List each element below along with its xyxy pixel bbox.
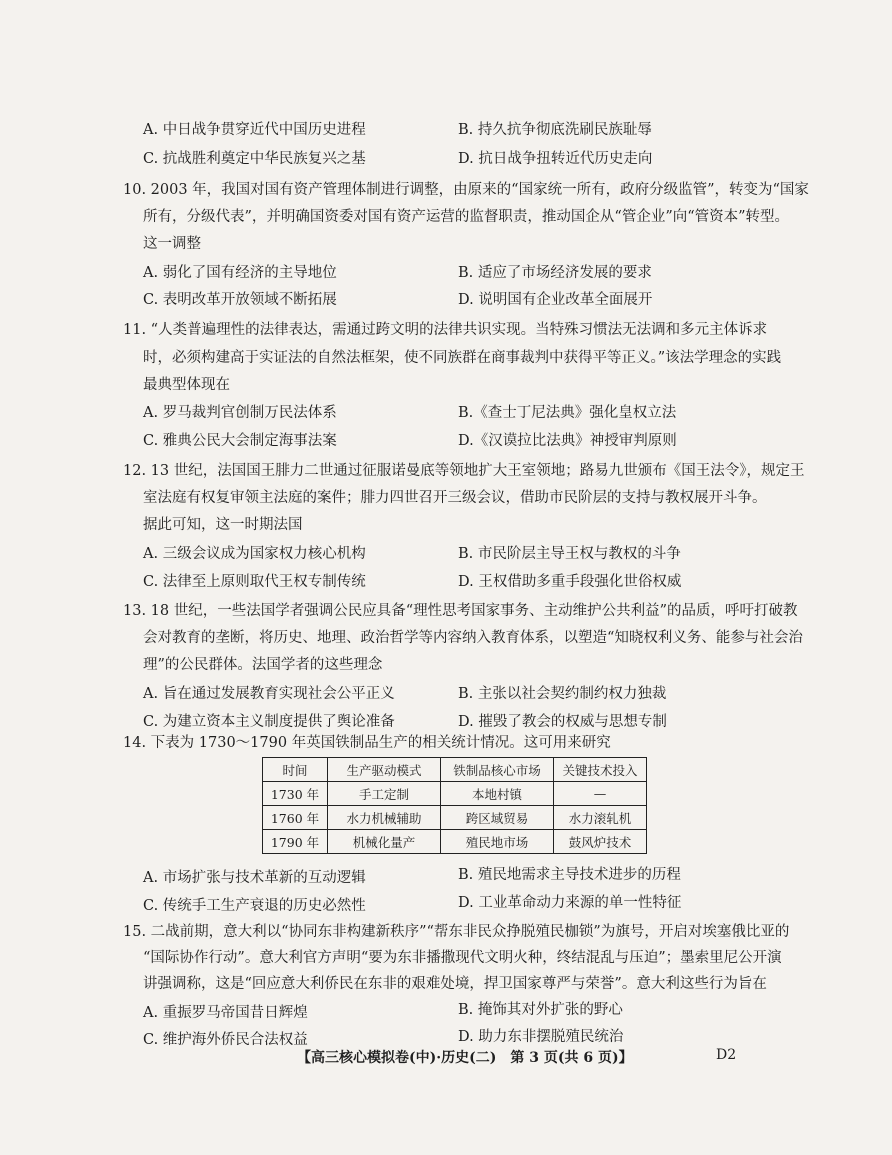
- q14-option-b: B. 殖民地需求主导技术进步的历程: [458, 867, 681, 883]
- table-cell: 殖民地市场: [441, 830, 554, 854]
- table-header-cell: 铁制品核心市场: [441, 758, 554, 782]
- q12-option-d: D. 王权借助多重手段强化世俗权威: [458, 574, 682, 590]
- q10-option-d: D. 说明国有企业改革全面展开: [458, 292, 653, 308]
- table-cell: 机械化量产: [328, 830, 441, 854]
- q13-stem-line-2: 会对教育的垄断，将历史、地理、政治哲学等内容纳入教育体系，以塑造“知晓权利义务、能参与社会治: [143, 630, 803, 646]
- q9-option-b: B. 持久抗争彻底洗刷民族耻辱: [458, 122, 652, 138]
- q10-option-b: B. 适应了市场经济发展的要求: [458, 265, 652, 281]
- q9-option-d: D. 抗日战争扭转近代历史走向: [458, 151, 653, 167]
- q15-option-d: D. 助力东非摆脱殖民统治: [458, 1029, 624, 1045]
- q10-option-a: A. 弱化了国有经济的主导地位: [143, 265, 337, 281]
- table-header-cell: 时间: [263, 758, 328, 782]
- table-row: [263, 782, 647, 806]
- q11-option-b: B.《查士丁尼法典》强化皇权立法: [458, 405, 677, 421]
- table-cell: 1790 年: [263, 830, 328, 854]
- table-header-cell: 生产驱动模式: [328, 758, 441, 782]
- q14-option-c: C. 传统手工生产衰退的历史必然性: [143, 898, 366, 914]
- q12-stem-line-2: 室法庭有权复审领主法庭的案件；腓力四世召开三级会议，借助市民阶层的支持与教权展开斗争。: [143, 490, 767, 506]
- q12-option-c: C. 法律至上原则取代王权专制传统: [143, 574, 366, 590]
- q15-option-a: A. 重振罗马帝国昔日辉煌: [143, 1005, 308, 1021]
- table-row: [263, 806, 647, 830]
- page-footer: 【高三核心模拟卷(中)·历史(二) 第 3 页(共 6 页)】: [297, 1050, 633, 1066]
- q13-option-b: B. 主张以社会契约制约权力独裁: [458, 686, 667, 702]
- q9-option-a: A. 中日战争贯穿近代中国历史进程: [143, 122, 366, 138]
- table-cell: 跨区域贸易: [441, 806, 554, 830]
- q11-option-a: A. 罗马裁判官创制万民法体系: [143, 405, 337, 421]
- q11-stem-line-1: 11. “人类普遍理性的法律表达，需通过跨文明的法律共识实现。当特殊习惯法无法调和多元主体诉求: [123, 322, 768, 338]
- table-cell: 水力滚轧机: [554, 806, 647, 830]
- q14-option-d: D. 工业革命动力来源的单一性特征: [458, 895, 682, 911]
- q12-stem-line-1: 12. 13 世纪，法国国王腓力二世通过征服诺曼底等领地扩大王室领地；路易九世颁布《国王法令》，规定王: [123, 463, 805, 479]
- q13-stem-line-1: 13. 18 世纪，一些法国学者强调公民应具备“理性思考国家事务、主动维护公共利益”的品质，呼吁打破教: [123, 603, 798, 619]
- q13-option-c: C. 为建立资本主义制度提供了舆论准备: [143, 714, 395, 730]
- q11-stem-line-3: 最典型体现在: [143, 377, 230, 393]
- q14-stem-line-1: 14. 下表为 1730～1790 年英国铁制品生产的相关统计情况。这可用来研究: [123, 735, 611, 751]
- q10-stem-line-2: 所有，分级代表”，并明确国资委对国有资产运营的监督职责，推动国企从“管企业”向“管资本”转型。: [143, 209, 790, 225]
- table-cell: 1730 年: [263, 782, 328, 806]
- table-cell: 鼓风炉技术: [554, 830, 647, 854]
- table-cell: 手工定制: [328, 782, 441, 806]
- q11-option-d: D.《汉谟拉比法典》神授审判原则: [458, 433, 677, 449]
- q11-option-c: C. 雅典公民大会制定海事法案: [143, 433, 337, 449]
- q12-option-b: B. 市民阶层主导王权与教权的斗争: [458, 546, 681, 562]
- q15-stem-line-2: “国际协作行动”。意大利官方声明“要为东非播撒现代文明火种，终结混乱与压迫”；墨索里尼公开演: [143, 950, 782, 966]
- table-header-row: [263, 758, 647, 782]
- q15-option-c: C. 维护海外侨民合法权益: [143, 1032, 308, 1048]
- q14-statistics-table: [262, 757, 647, 854]
- q13-option-a: A. 旨在通过发展教育实现社会公平正义: [143, 686, 395, 702]
- q15-stem-line-3: 讲强调称，这是“回应意大利侨民在东非的艰难处境，捍卫国家尊严与荣誉”。意大利这些行为旨在: [143, 976, 767, 992]
- q15-stem-line-1: 15. 二战前期，意大利以“协同东非构建新秩序”“帮东非民众挣脱殖民枷锁”为旗号，开启对埃塞俄比亚的: [123, 924, 790, 940]
- q12-option-a: A. 三级会议成为国家权力核心机构: [143, 546, 366, 562]
- table-row: [263, 830, 647, 854]
- table-cell: —: [554, 782, 647, 806]
- q12-stem-line-3: 据此可知，这一时期法国: [143, 517, 303, 533]
- q10-option-c: C. 表明改革开放领域不断拓展: [143, 292, 337, 308]
- q10-stem-line-1: 10. 2003 年，我国对国有资产管理体制进行调整，由原来的“国家统一所有，政府分级监管”，转变为“国家: [123, 182, 809, 198]
- q13-stem-line-3: 理”的公民群体。法国学者的这些理念: [143, 657, 383, 673]
- q9-option-c: C. 抗战胜利奠定中华民族复兴之基: [143, 151, 366, 167]
- table-cell: 水力机械辅助: [328, 806, 441, 830]
- paper-code: D2: [716, 1047, 737, 1063]
- table-header-cell: 关键技术投入: [554, 758, 647, 782]
- table-cell: 本地村镇: [441, 782, 554, 806]
- q15-option-b: B. 掩饰其对外扩张的野心: [458, 1002, 623, 1018]
- q10-stem-line-3: 这一调整: [143, 236, 201, 252]
- table-cell: 1760 年: [263, 806, 328, 830]
- q11-stem-line-2: 时，必须构建高于实证法的自然法框架，使不同族群在商事裁判中获得平等正义。”该法学理念的实践: [143, 350, 782, 366]
- q14-option-a: A. 市场扩张与技术革新的互动逻辑: [143, 870, 366, 886]
- q13-option-d: D. 摧毁了教会的权威与思想专制: [458, 714, 667, 730]
